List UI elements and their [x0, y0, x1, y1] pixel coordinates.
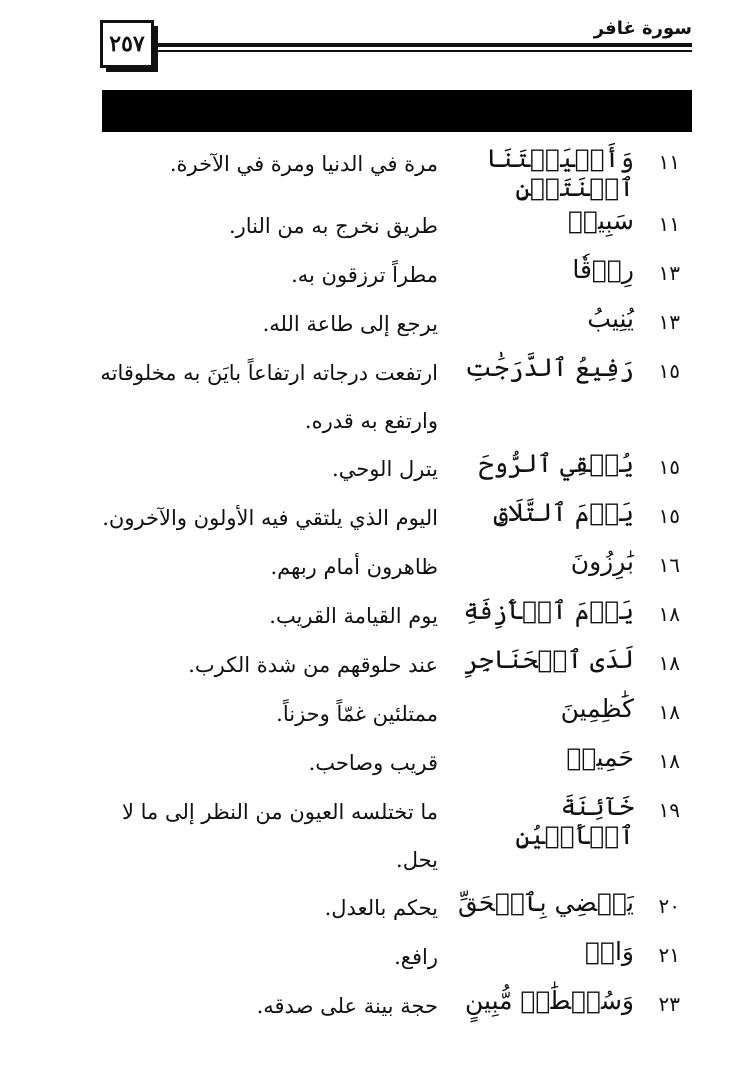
- word-meaning: مطراً ترزقون به.: [291, 263, 438, 287]
- word-meaning: حجة بينة على صدقه.: [256, 994, 438, 1018]
- verse-number: ١٥: [658, 504, 680, 528]
- quran-word: يَوۡمَ ٱلۡأٓزِفَةِ: [463, 596, 634, 625]
- verse-number: ١٩: [658, 798, 680, 822]
- header-band: [102, 90, 692, 132]
- word-meaning: ظاهرون أمام ربهم.: [270, 555, 438, 579]
- quran-word: حَمِيمٖ: [566, 743, 634, 772]
- list-item: [100, 494, 680, 543]
- verse-number: ١٣: [658, 261, 680, 285]
- quran-word: لَدَى ٱلۡحَنَاجِرِ: [464, 645, 634, 674]
- list-item: [100, 641, 680, 690]
- word-meaning: قريب وصاحب.: [308, 751, 438, 775]
- word-meaning: يحكم بالعدل.: [324, 896, 438, 920]
- list-item: [100, 140, 680, 202]
- word-meaning: يوم القيامة القريب.: [269, 604, 438, 628]
- quran-word: وَاقٖ: [584, 937, 634, 966]
- verse-number: ١٨: [658, 651, 680, 675]
- list-item: [100, 690, 680, 739]
- quran-word: رِزۡقٗا: [572, 255, 634, 284]
- verse-number: ٢٠: [658, 894, 680, 918]
- word-meaning: ما تختلسه العيون من النظر إلى ما لا يحل.: [121, 800, 438, 872]
- verse-number: ١٨: [658, 749, 680, 773]
- list-item: [100, 300, 680, 349]
- verse-number: ١٦: [658, 553, 680, 577]
- word-meaning: ممتلئين غمّاً وحزناً.: [276, 702, 438, 726]
- list-item: [100, 251, 680, 300]
- quran-word: كَٰظِمِينَ: [560, 694, 634, 723]
- list-item: [100, 884, 680, 933]
- quran-word: سَبِيلٖ: [567, 206, 634, 235]
- verse-number: ١٥: [658, 359, 680, 383]
- word-meaning: رافع.: [394, 945, 438, 969]
- verse-number: ١٥: [658, 455, 680, 479]
- verse-number: ١١: [658, 212, 680, 236]
- quran-word: بَٰرِزُونَ: [570, 547, 634, 576]
- page-number: ٢٥٧: [100, 20, 154, 68]
- list-item: [100, 202, 680, 251]
- list-item: [100, 739, 680, 788]
- word-meaning: عند حلوقهم من شدة الكرب.: [188, 653, 438, 677]
- quran-word: وَأَحۡيَيۡتَنَا ٱثۡنَتَيۡنِ: [486, 144, 634, 202]
- quran-word: يَوۡمَ ٱلتَّلَاقِ: [493, 498, 634, 527]
- quran-word: خَآئِنَةَ ٱلۡأَعۡيُنِ: [515, 792, 634, 850]
- word-meaning: يترل الوحي.: [332, 457, 438, 481]
- list-item: [100, 349, 680, 445]
- verse-number: ٢٣: [658, 992, 680, 1016]
- word-meaning: طريق نخرج به من النار.: [228, 214, 438, 238]
- verse-number: ٢١: [658, 943, 680, 967]
- list-item: [100, 592, 680, 641]
- word-meaning: اليوم الذي يلتقي فيه الأولون والآخرون.: [102, 506, 438, 530]
- header-rule-thick: [158, 43, 692, 47]
- header-rule-thin: [158, 50, 692, 52]
- vocabulary-list: [100, 140, 680, 1031]
- verse-number: ١٨: [658, 602, 680, 626]
- word-meaning: مرة في الدنيا ومرة في الآخرة.: [169, 152, 438, 176]
- quran-word: يُلۡقِي ٱلرُّوحَ: [478, 449, 634, 478]
- verse-number: ١٣: [658, 310, 680, 334]
- verse-number: ١٨: [658, 700, 680, 724]
- list-item: [100, 445, 680, 494]
- list-item: [100, 543, 680, 592]
- quran-word: رَفِيعُ ٱلدَّرَجَٰتِ: [464, 353, 634, 382]
- verse-number: ١١: [658, 150, 680, 174]
- surah-title: سورة غافر: [593, 18, 692, 39]
- list-item: [100, 788, 680, 884]
- quran-word: يَقۡضِي بِٱلۡحَقِّ: [457, 888, 634, 917]
- list-item: [100, 982, 680, 1031]
- list-item: [100, 933, 680, 982]
- quran-word: يُنِيبُ: [587, 304, 634, 333]
- word-meaning: ارتفعت درجاته ارتفاعاً بايَنَ به مخلوقاته وارتفع به قدره.: [100, 361, 438, 433]
- word-meaning: يرجع إلى طاعة الله.: [262, 312, 438, 336]
- quran-word: وَسُلۡطَٰنٖ مُّبِينٍ: [465, 986, 634, 1015]
